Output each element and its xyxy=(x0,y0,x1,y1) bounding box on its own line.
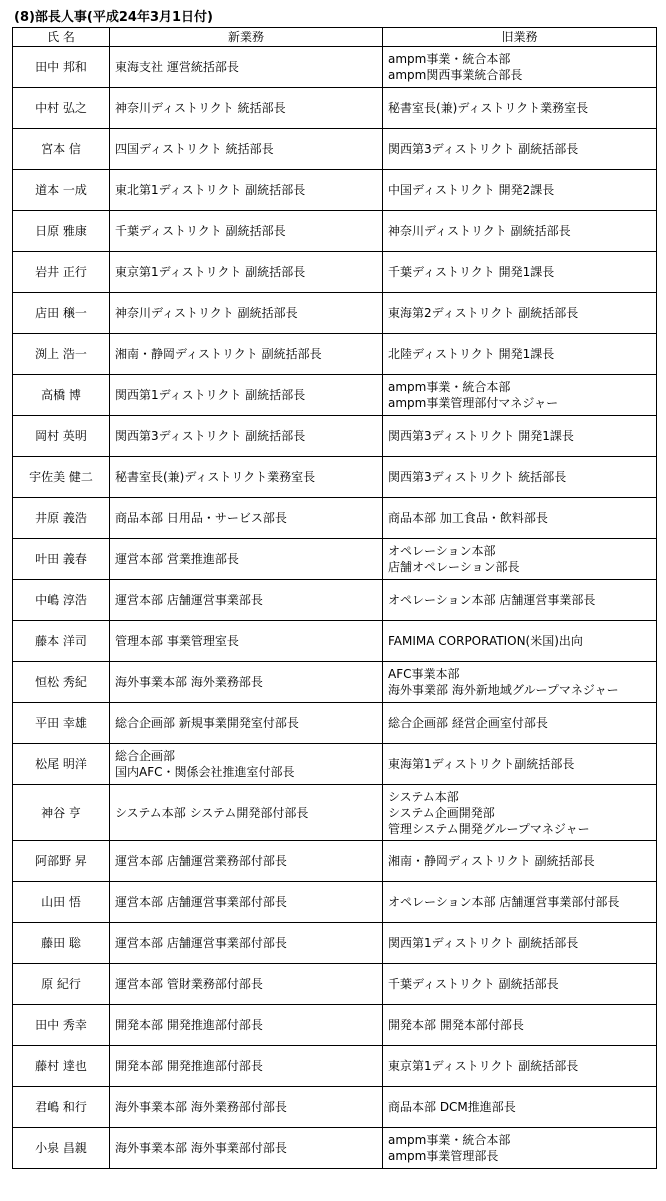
table-row xyxy=(13,785,657,841)
person-name: 松尾 明洋 xyxy=(13,744,110,785)
new-post-line: 四国ディストリクト 統括部長 xyxy=(115,142,274,156)
person-name: 神谷 亨 xyxy=(13,785,110,841)
new-post-cell xyxy=(110,1128,383,1169)
new-post-cell xyxy=(110,1087,383,1128)
old-post-cell xyxy=(383,457,657,498)
old-post-line: ampm事業・統合本部 xyxy=(388,1133,511,1147)
new-post-line: 国内AFC・関係会社推進室付部長 xyxy=(115,765,295,779)
new-post-cell xyxy=(110,293,383,334)
table-body xyxy=(13,47,657,1169)
old-post-cell xyxy=(383,252,657,293)
person-name: 宇佐美 健二 xyxy=(13,457,110,498)
old-post-line: 開発本部 開発本部付部長 xyxy=(388,1018,524,1032)
old-post-cell xyxy=(383,334,657,375)
new-post-line: 運営本部 店舗運営事業部長 xyxy=(115,593,263,607)
new-post-cell xyxy=(110,964,383,1005)
old-post-line: ampm関西事業統合部長 xyxy=(388,68,523,82)
table-row xyxy=(13,416,657,457)
old-post-cell xyxy=(383,662,657,703)
table-row xyxy=(13,539,657,580)
new-post-cell xyxy=(110,703,383,744)
old-post-cell xyxy=(383,1005,657,1046)
person-name: 藤村 達也 xyxy=(13,1046,110,1087)
old-post-cell xyxy=(383,539,657,580)
new-post-cell xyxy=(110,88,383,129)
new-post-line: 関西第1ディストリクト 副統括部長 xyxy=(115,388,306,402)
old-post-cell xyxy=(383,375,657,416)
new-post-line: 東北第1ディストリクト 副統括部長 xyxy=(115,183,306,197)
table-row xyxy=(13,129,657,170)
new-post-line: 神奈川ディストリクト 副統括部長 xyxy=(115,306,298,320)
new-post-cell xyxy=(110,129,383,170)
old-post-cell xyxy=(383,1087,657,1128)
old-post-line: 東京第1ディストリクト 副統括部長 xyxy=(388,1059,579,1073)
old-post-line: ampm事業管理部付マネジャー xyxy=(388,396,559,410)
old-post-cell xyxy=(383,170,657,211)
new-post-cell xyxy=(110,662,383,703)
old-post-line: 北陸ディストリクト 開発1課長 xyxy=(388,347,555,361)
table-row xyxy=(13,375,657,416)
old-post-line: オペレーション本部 xyxy=(388,544,496,558)
table-row xyxy=(13,252,657,293)
person-name: 岩井 正行 xyxy=(13,252,110,293)
new-post-line: システム本部 システム開発部付部長 xyxy=(115,805,309,820)
table-row xyxy=(13,457,657,498)
old-post-cell xyxy=(383,129,657,170)
new-post-line: 運営本部 店舗運営事業部付部長 xyxy=(115,936,287,950)
new-post-cell xyxy=(110,539,383,580)
old-post-line: 関西第3ディストリクト 開発1課長 xyxy=(388,429,574,443)
new-post-line: 関西第3ディストリクト 副統括部長 xyxy=(115,429,306,443)
old-post-cell xyxy=(383,498,657,539)
old-post-line: 海外事業部 海外新地域グループマネジャー xyxy=(388,683,619,697)
new-post-line: 総合企画部 xyxy=(115,749,176,763)
old-post-line: システム本部 xyxy=(388,789,459,804)
new-post-line: 千葉ディストリクト 副統括部長 xyxy=(115,224,286,238)
old-post-line: 神奈川ディストリクト 副統括部長 xyxy=(388,224,571,238)
old-post-line: オペレーション本部 店舗運営事業部長 xyxy=(388,593,596,607)
table-row xyxy=(13,580,657,621)
table-row xyxy=(13,964,657,1005)
new-post-line: 神奈川ディストリクト 統括部長 xyxy=(115,101,286,115)
new-post-line: 運営本部 管財業務部付部長 xyxy=(115,977,263,991)
person-name: 藤本 洋司 xyxy=(13,621,110,662)
new-post-line: 海外事業本部 海外事業部付部長 xyxy=(115,1141,287,1155)
table-row xyxy=(13,170,657,211)
new-post-line: 東海支社 運営統括部長 xyxy=(115,60,239,74)
table-row xyxy=(13,88,657,129)
new-post-cell xyxy=(110,923,383,964)
table-row xyxy=(13,744,657,785)
new-post-line: 商品本部 日用品・サービス部長 xyxy=(115,511,287,525)
new-post-line: 管理本部 事業管理室長 xyxy=(115,634,239,648)
old-post-line: 関西第1ディストリクト 副統括部長 xyxy=(388,936,579,950)
new-post-line: 運営本部 店舗運営事業部付部長 xyxy=(115,895,287,909)
table-row xyxy=(13,293,657,334)
new-post-cell xyxy=(110,1005,383,1046)
table-row xyxy=(13,1046,657,1087)
person-name: 井原 義浩 xyxy=(13,498,110,539)
person-name: 叶田 義春 xyxy=(13,539,110,580)
table-row xyxy=(13,1128,657,1169)
person-name: 宮本 信 xyxy=(13,129,110,170)
person-name: 田中 秀幸 xyxy=(13,1005,110,1046)
table-row xyxy=(13,1005,657,1046)
person-name: 原 紀行 xyxy=(13,964,110,1005)
person-name: 平田 幸雄 xyxy=(13,703,110,744)
person-name: 高橋 博 xyxy=(13,375,110,416)
table-row xyxy=(13,1087,657,1128)
old-post-cell xyxy=(383,293,657,334)
old-post-line: 秘書室長(兼)ディストリクト業務室長 xyxy=(388,101,589,115)
table-row xyxy=(13,923,657,964)
old-post-line: ampm事業管理部長 xyxy=(388,1149,499,1163)
old-post-line: 商品本部 DCM推進部長 xyxy=(388,1100,516,1114)
new-post-cell xyxy=(110,621,383,662)
old-post-line: 店舗オペレーション部長 xyxy=(388,560,520,574)
person-name: 道本 一成 xyxy=(13,170,110,211)
person-name: 藤田 聡 xyxy=(13,923,110,964)
old-post-line: 湘南・静岡ディストリクト 副統括部長 xyxy=(388,854,595,868)
table-row xyxy=(13,498,657,539)
person-name: 岡村 英明 xyxy=(13,416,110,457)
new-post-cell xyxy=(110,457,383,498)
old-post-cell xyxy=(383,621,657,662)
old-post-cell xyxy=(383,1128,657,1169)
old-post-line: 千葉ディストリクト 開発1課長 xyxy=(388,265,555,279)
old-post-line: 東海第2ディストリクト 副統括部長 xyxy=(388,306,579,320)
old-post-cell xyxy=(383,703,657,744)
old-post-line: 千葉ディストリクト 副統括部長 xyxy=(388,977,559,991)
old-post-line: 総合企画部 経営企画室付部長 xyxy=(388,716,548,730)
new-post-cell xyxy=(110,47,383,88)
old-post-line: FAMIMA CORPORATION(米国)出向 xyxy=(388,634,583,648)
person-name: 田中 邦和 xyxy=(13,47,110,88)
old-post-line: ampm事業・統合本部 xyxy=(388,380,511,394)
new-post-line: 東京第1ディストリクト 副統括部長 xyxy=(115,265,306,279)
old-post-line: ampm事業・統合本部 xyxy=(388,52,511,66)
person-name: 阿部野 昇 xyxy=(13,841,110,882)
new-post-cell xyxy=(110,498,383,539)
new-post-line: 総合企画部 新規事業開発室付部長 xyxy=(115,716,299,730)
new-post-cell xyxy=(110,375,383,416)
old-post-cell xyxy=(383,1046,657,1087)
person-name: 山田 悟 xyxy=(13,882,110,923)
new-post-cell xyxy=(110,252,383,293)
person-name: 小泉 昌親 xyxy=(13,1128,110,1169)
table-row xyxy=(13,47,657,88)
header-old-post: 旧業務 xyxy=(383,28,657,47)
new-post-cell xyxy=(110,882,383,923)
person-name: 中嶋 淳浩 xyxy=(13,580,110,621)
person-name: 店田 穣一 xyxy=(13,293,110,334)
new-post-cell xyxy=(110,416,383,457)
new-post-line: 湘南・静岡ディストリクト 副統括部長 xyxy=(115,347,322,361)
table-row xyxy=(13,662,657,703)
old-post-line: 関西第3ディストリクト 統括部長 xyxy=(388,470,567,484)
new-post-cell xyxy=(110,334,383,375)
old-post-line: AFC事業本部 xyxy=(388,667,460,681)
new-post-cell xyxy=(110,744,383,785)
new-post-cell xyxy=(110,580,383,621)
table-row xyxy=(13,882,657,923)
new-post-line: 開発本部 開発推進部付部長 xyxy=(115,1018,263,1032)
person-name: 渕上 浩一 xyxy=(13,334,110,375)
new-post-line: 秘書室長(兼)ディストリクト業務室長 xyxy=(115,470,316,484)
person-name: 君嶋 和行 xyxy=(13,1087,110,1128)
old-post-line: 商品本部 加工食品・飲料部長 xyxy=(388,511,548,525)
table-row xyxy=(13,621,657,662)
header-name: 氏 名 xyxy=(13,28,110,47)
new-post-line: 開発本部 開発推進部付部長 xyxy=(115,1059,263,1073)
old-post-cell xyxy=(383,841,657,882)
person-name: 中村 弘之 xyxy=(13,88,110,129)
new-post-cell xyxy=(110,211,383,252)
table-header-row xyxy=(13,28,657,47)
person-name: 日原 雅康 xyxy=(13,211,110,252)
old-post-line: 中国ディストリクト 開発2課長 xyxy=(388,183,555,197)
old-post-cell xyxy=(383,211,657,252)
old-post-line: オペレーション本部 店舗運営事業部付部長 xyxy=(388,895,620,909)
person-name: 恒松 秀紀 xyxy=(13,662,110,703)
old-post-cell xyxy=(383,580,657,621)
old-post-cell xyxy=(383,744,657,785)
old-post-cell xyxy=(383,88,657,129)
new-post-cell xyxy=(110,785,383,841)
table-row xyxy=(13,334,657,375)
old-post-line: 東海第1ディストリクト副統括部長 xyxy=(388,757,575,771)
table-row xyxy=(13,211,657,252)
table-row xyxy=(13,841,657,882)
old-post-cell xyxy=(383,923,657,964)
new-post-cell xyxy=(110,841,383,882)
personnel-table xyxy=(12,27,657,1169)
old-post-cell xyxy=(383,47,657,88)
new-post-cell xyxy=(110,170,383,211)
document-title: (8)部長人事(平成24年3月1日付) xyxy=(14,10,213,25)
old-post-line: システム企画開発部 xyxy=(388,805,495,820)
old-post-cell xyxy=(383,964,657,1005)
table-row xyxy=(13,703,657,744)
new-post-line: 運営本部 店舗運営業務部付部長 xyxy=(115,854,287,868)
old-post-line: 管理システム開発グループマネジャー xyxy=(388,821,590,836)
new-post-line: 運営本部 営業推進部長 xyxy=(115,552,239,566)
old-post-cell xyxy=(383,785,657,841)
new-post-line: 海外事業本部 海外業務部長 xyxy=(115,675,263,689)
old-post-cell xyxy=(383,882,657,923)
header-new-post: 新業務 xyxy=(110,28,383,47)
new-post-cell xyxy=(110,1046,383,1087)
old-post-line: 関西第3ディストリクト 副統括部長 xyxy=(388,142,579,156)
old-post-cell xyxy=(383,416,657,457)
new-post-line: 海外事業本部 海外業務部付部長 xyxy=(115,1100,287,1114)
